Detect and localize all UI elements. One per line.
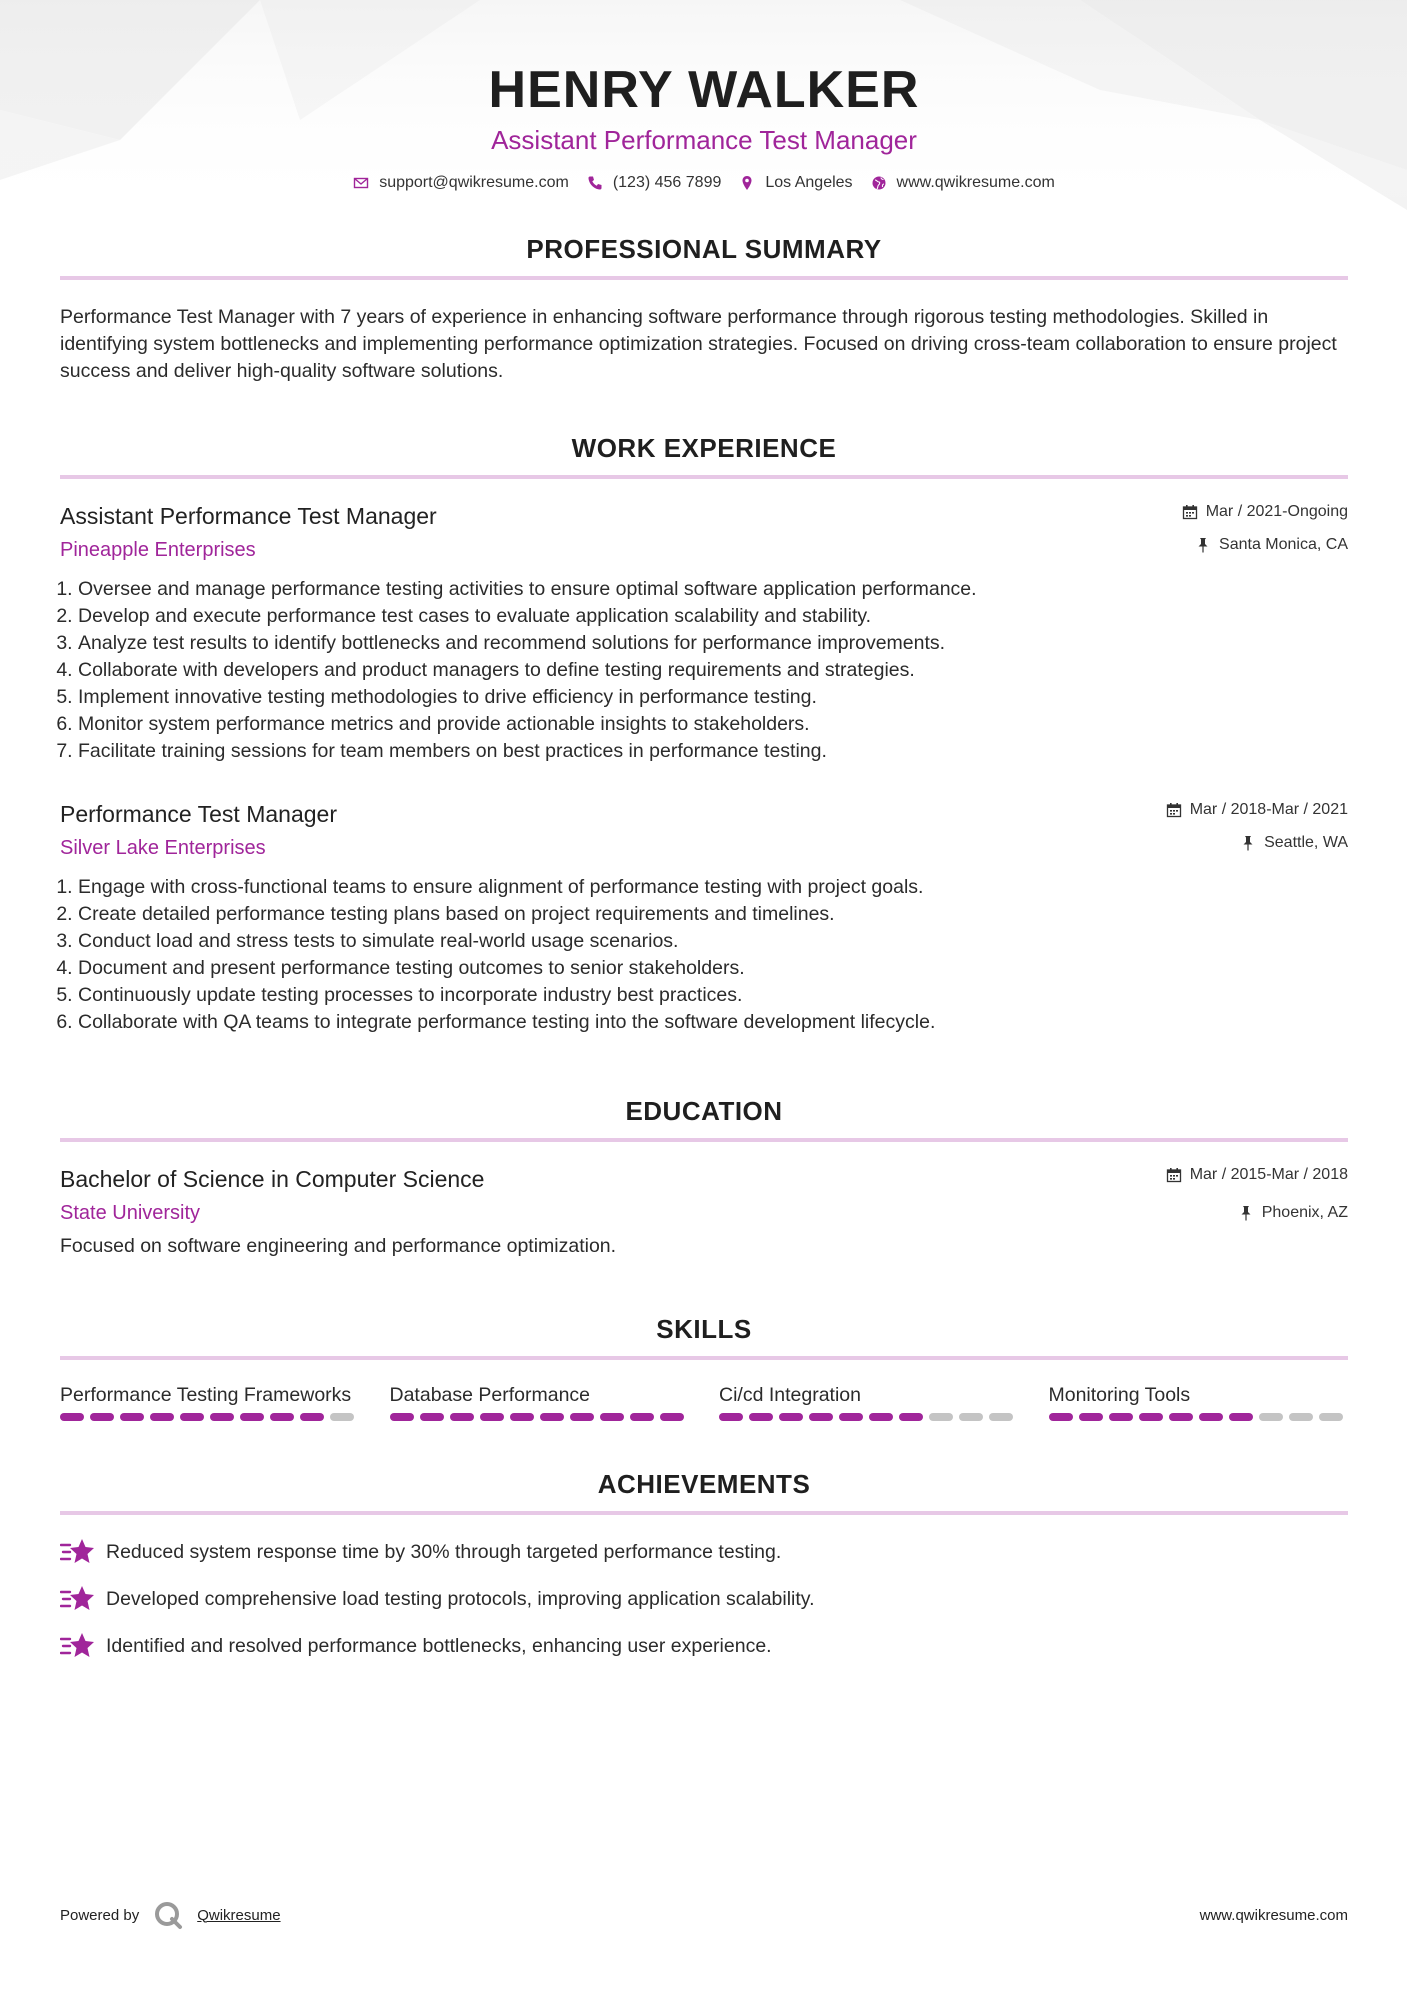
skill-segment-filled [1229, 1413, 1253, 1421]
job-entry [60, 501, 1348, 765]
contact-bar [60, 174, 1348, 192]
qwikresume-logo-icon [153, 1900, 183, 1930]
powered-by-label: Powered by [60, 1906, 140, 1924]
list-item: 3. Analyze test results to identify bottlenecks and recommend solutions for performance improvements. [78, 630, 1348, 657]
skill-segment-filled [1109, 1413, 1133, 1421]
skill-item [390, 1382, 690, 1421]
degree-name: Bachelor of Science in Computer Science [60, 1166, 485, 1192]
skill-segment-empty [1319, 1413, 1343, 1421]
list-item: 6. Monitor system performance metrics and provide actionable insights to stakeholders. [78, 711, 1348, 738]
skill-segment-filled [450, 1413, 474, 1421]
location-text: Los Angeles [765, 174, 853, 191]
skill-segment-filled [150, 1413, 174, 1421]
education-location-text: Phoenix, AZ [1261, 1204, 1348, 1221]
skill-segment-filled [749, 1413, 773, 1421]
list-item [60, 1631, 1348, 1661]
job-duties [60, 874, 1348, 1036]
list-item: 5. Implement innovative testing methodologies to drive efficiency in performance testing. [78, 684, 1348, 711]
job-title: Performance Test Manager [60, 801, 337, 827]
skill-name: Monitoring Tools [1048, 1384, 1191, 1406]
calendar-icon [1182, 504, 1198, 520]
section-divider [60, 276, 1348, 280]
skill-item [60, 1382, 360, 1421]
skill-segment-filled [899, 1413, 923, 1421]
skill-level-bar [60, 1413, 360, 1421]
email-text: support@qwikresume.com [379, 174, 569, 191]
summary-text: Performance Test Manager with 7 years of experience in enhancing software performance through rigorous testing methodologies. Skilled in identifying system bottlenecks and implementing performance optimization strategies. Focused on driving cross-team collaboration to ensure project success and deliver high-quality software solutions. [60, 306, 1337, 382]
skill-segment-filled [1169, 1413, 1193, 1421]
skill-level-bar [390, 1413, 690, 1421]
globe-icon [871, 175, 887, 191]
skill-segment-filled [719, 1413, 743, 1421]
summary-heading: PROFESSIONAL SUMMARY [526, 234, 882, 264]
skill-segment-filled [869, 1413, 893, 1421]
candidate-title: Assistant Performance Test Manager [491, 125, 917, 155]
skill-segment-filled [480, 1413, 504, 1421]
skills-section [60, 1312, 1348, 1421]
job-location [1166, 832, 1348, 854]
section-divider [60, 475, 1348, 479]
job-location-text: Santa Monica, CA [1219, 536, 1348, 553]
list-item: 4. Document and present performance testing outcomes to senior stakeholders. [78, 955, 1348, 982]
candidate-name: HENRY WALKER [488, 61, 920, 119]
school-name: State University [60, 1202, 201, 1224]
skill-segment-filled [779, 1413, 803, 1421]
skill-name: Database Performance [389, 1384, 591, 1406]
envelope-icon [353, 175, 369, 191]
achievements-heading: ACHIEVEMENTS [597, 1469, 811, 1499]
job-dates-text: Mar / 2021-Ongoing [1205, 503, 1348, 520]
list-item: 4. Collaborate with developers and product managers to define testing requirements and strategies. [78, 657, 1348, 684]
skill-segment-empty [959, 1413, 983, 1421]
powered-by [60, 1900, 281, 1930]
contact-phone[interactable] [587, 174, 722, 192]
skill-segment-filled [1079, 1413, 1103, 1421]
skills-heading: SKILLS [656, 1314, 752, 1344]
skill-segment-filled [510, 1413, 534, 1421]
skill-segment-filled [1139, 1413, 1163, 1421]
list-item: 5. Continuously update testing processes to incorporate industry best practices. [78, 982, 1348, 1009]
list-item [60, 1537, 1348, 1567]
skill-level-bar [1049, 1413, 1349, 1421]
achievement-text: Reduced system response time by 30% through targeted performance testing. [106, 1540, 782, 1563]
achievements-section [60, 1467, 1348, 1661]
contact-location [739, 174, 852, 192]
skill-segment-filled [60, 1413, 84, 1421]
company-name: Pineapple Enterprises [60, 539, 256, 561]
skill-segment-empty [929, 1413, 953, 1421]
job-entry [60, 799, 1348, 1036]
skill-segment-filled [390, 1413, 414, 1421]
footer-website[interactable]: www.qwikresume.com [1199, 1906, 1348, 1924]
skill-name: Performance Testing Frameworks [60, 1384, 352, 1406]
skill-segment-filled [270, 1413, 294, 1421]
list-item: 2. Develop and execute performance test cases to evaluate application scalability and stability. [78, 603, 1348, 630]
skill-segment-filled [570, 1413, 594, 1421]
list-item [60, 1584, 1348, 1614]
job-dates [1166, 799, 1348, 821]
skill-level-bar [719, 1413, 1019, 1421]
brand-link[interactable]: Qwikresume [197, 1906, 281, 1924]
skill-segment-filled [660, 1413, 684, 1421]
skill-segment-filled [630, 1413, 654, 1421]
skill-segment-filled [809, 1413, 833, 1421]
skill-segment-filled [90, 1413, 114, 1421]
calendar-icon [1166, 1167, 1182, 1183]
skill-item [1049, 1382, 1349, 1421]
phone-icon [587, 175, 603, 191]
job-title: Assistant Performance Test Manager [60, 503, 437, 529]
education-dates [1166, 1164, 1348, 1186]
company-name: Silver Lake Enterprises [60, 837, 266, 859]
education-section [60, 1094, 1348, 1260]
resume-header [60, 0, 1348, 192]
education-dates-text: Mar / 2015-Mar / 2018 [1189, 1166, 1348, 1183]
section-divider [60, 1138, 1348, 1142]
pushpin-icon [1195, 537, 1211, 553]
skills-grid [60, 1382, 1348, 1421]
contact-website[interactable] [871, 174, 1055, 192]
summary-section [60, 232, 1348, 385]
list-item: 6. Collaborate with QA teams to integrate performance testing into the software development lifecycle. [78, 1009, 1348, 1036]
skill-segment-filled [420, 1413, 444, 1421]
job-duties [60, 576, 1348, 765]
list-item: 7. Facilitate training sessions for team members on best practices in performance testing. [78, 738, 1348, 765]
achievement-text: Identified and resolved performance bottlenecks, enhancing user experience. [106, 1634, 772, 1657]
achievements-list [60, 1537, 1348, 1661]
skill-segment-filled [120, 1413, 144, 1421]
skill-segment-empty [330, 1413, 354, 1421]
phone-text: (123) 456 7899 [612, 174, 722, 191]
contact-email[interactable] [353, 174, 569, 192]
skill-segment-empty [1259, 1413, 1283, 1421]
section-divider [60, 1356, 1348, 1360]
page-footer [60, 1900, 1348, 1930]
experience-heading: WORK EXPERIENCE [571, 433, 837, 463]
education-location [1166, 1202, 1348, 1224]
skill-segment-filled [839, 1413, 863, 1421]
shooting-star-icon [60, 1537, 94, 1567]
skill-segment-filled [180, 1413, 204, 1421]
website-text: www.qwikresume.com [896, 174, 1055, 191]
skill-segment-filled [600, 1413, 624, 1421]
job-location [1182, 534, 1348, 556]
pushpin-icon [1238, 1205, 1254, 1221]
skill-segment-filled [300, 1413, 324, 1421]
pushpin-icon [1240, 835, 1256, 851]
education-entry [60, 1164, 1348, 1260]
experience-section [60, 431, 1348, 1036]
skill-segment-filled [1199, 1413, 1223, 1421]
education-heading: EDUCATION [625, 1096, 783, 1126]
education-description: Focused on software engineering and performance optimization. [60, 1235, 617, 1257]
skill-segment-filled [1049, 1413, 1073, 1421]
list-item: 2. Create detailed performance testing plans based on project requirements and timelines. [78, 901, 1348, 928]
skill-segment-empty [989, 1413, 1013, 1421]
skill-segment-empty [1289, 1413, 1313, 1421]
list-item: 1. Oversee and manage performance testing activities to ensure optimal software application performance. [78, 576, 1348, 603]
skill-name: Ci/cd Integration [719, 1384, 861, 1406]
shooting-star-icon [60, 1584, 94, 1614]
resume-page [60, 0, 1348, 1678]
list-item: 3. Conduct load and stress tests to simulate real-world usage scenarios. [78, 928, 1348, 955]
job-dates-text: Mar / 2018-Mar / 2021 [1189, 801, 1348, 818]
calendar-icon [1166, 802, 1182, 818]
skill-item [719, 1382, 1019, 1421]
map-pin-icon [739, 175, 755, 191]
section-divider [60, 1511, 1348, 1515]
skill-segment-filled [210, 1413, 234, 1421]
list-item: 1. Engage with cross-functional teams to ensure alignment of performance testing with project goals. [78, 874, 1348, 901]
shooting-star-icon [60, 1631, 94, 1661]
achievement-text: Developed comprehensive load testing protocols, improving application scalability. [106, 1587, 815, 1610]
skill-segment-filled [240, 1413, 264, 1421]
job-location-text: Seattle, WA [1264, 834, 1348, 851]
skill-segment-filled [540, 1413, 564, 1421]
job-dates [1182, 501, 1348, 523]
